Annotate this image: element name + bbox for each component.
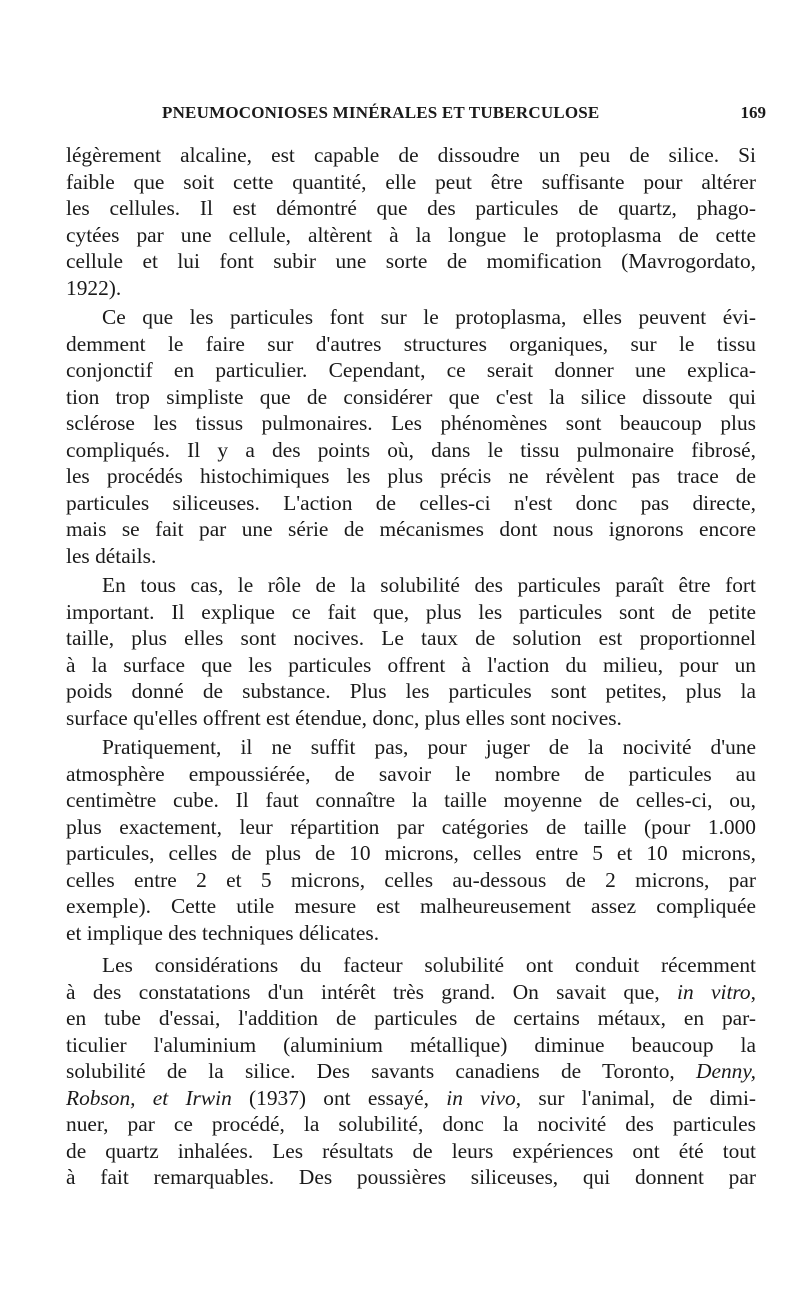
text-line: centimètre cube. Il faut connaître la taille moyenne de celles-ci, ou, [66,788,756,812]
text-line: mais se fait par une série de mécanismes dont nous ignorons encore [66,517,756,541]
text-segment: à des constatations d'un intérêt très grand. On savait que, [66,979,660,1004]
paragraph-4 [66,734,756,946]
text-line: poids donné de substance. Plus les particules sont petites, plus la [66,679,756,703]
text-line: à fait remarquables. Des poussières siliceuses, qui donnent par [66,1165,756,1189]
text-line: plus exactement, leur répartition par catégories de taille (pour 1.000 [66,814,756,839]
text-segment: (1937) ont essayé, [249,1085,430,1110]
italic-term: in vitro [677,979,751,1004]
paragraph-3 [66,572,756,731]
text-line: surface qu'elles offrent est étendue, donc, plus elles sont nocives. [66,705,622,730]
text-line: tion trop simpliste que de considérer que c'est la silice dissoute qui [66,384,756,409]
italic-term: in vivo [446,1085,516,1110]
text-line: à des constatations d'un intérêt très grand. On savait que, in vitro, [66,979,756,1004]
text-line: conjonctif en particulier. Cependant, ce serait donner une explica- [66,358,756,382]
page-number: 169 [740,103,766,122]
text-segment: , sur l'animal, de dimi- [515,1085,757,1110]
page-header [66,103,766,131]
text-line: nuer, par ce procédé, la solubilité, donc la nocivité des particules [66,1112,756,1136]
text-line: ticulier l'aluminium (aluminium métallique) diminue beaucoup la [66,1032,756,1057]
text-line: et implique des techniques délicates. [66,920,380,945]
text-line: les procédés histochimiques les plus précis ne révèlent pas trace de [66,464,756,488]
text-line: à la surface que les particules offrent à l'action du milieu, pour un [66,652,756,677]
text-line: faible que soit cette quantité, elle peut être suffisante pour altérer [66,169,756,194]
text-line: exemple). Cette utile mesure est malheureusement assez compliquée [66,894,756,918]
text-line: sclérose les tissus pulmonaires. Les phénomènes sont beaucoup plus [66,411,756,435]
text-line [66,1085,756,1112]
text-line: particules, celles de plus de 10 microns, celles entre 5 et 10 microns, [66,841,756,865]
body-text [66,142,756,1191]
text-line: En tous cas, le rôle de la solubilité des particules paraît être fort [102,573,756,597]
text-segment: et [152,1085,169,1110]
text-segment: solubilité de la silice. Des savants canadiens de Toronto, [66,1059,675,1083]
text-line: 1922). [66,275,122,300]
text-line: celles entre 2 et 5 microns, celles au-dessous de 2 microns, par [66,867,756,892]
text-line: cellule et lui font subir une sorte de momification (Mavrogordato, [66,249,756,273]
text-line: Les considérations du facteur solubilité ont conduit récemment [102,953,756,977]
text-line: les cellules. Il est démontré que des particules de quartz, phago- [66,196,756,220]
text-line: atmosphère empoussiérée, de savoir le nombre de particules au [66,761,756,786]
text-line: compliqués. Il y a des points où, dans le tissu pulmonaire fibrosé, [66,437,756,462]
text-line: Pratiquement, il ne suffit pas, pour juger de la nocivité d'une [102,735,756,759]
text-line: important. Il explique ce fait que, plus les particules sont de petite [66,599,756,624]
text-line [66,1058,756,1085]
text-line: les détails. [66,543,157,568]
author-name: Robson, [66,1085,136,1110]
paragraph-5 [66,952,756,1191]
text-line: demment le faire sur d'autres structures organiques, sur le tissu [66,331,756,356]
text-line: en tube d'essai, l'addition de particules de certains métaux, en par- [66,1006,756,1030]
running-title: PNEUMOCONIOSES MINÉRALES ET TUBERCULOSE [162,103,600,122]
author-name: Irwin [185,1085,232,1110]
text-line: taille, plus elles sont nocives. Le taux de solution est proportionnel [66,626,756,650]
text-line: légèrement alcaline, est capable de dissoudre un peu de silice. Si [66,143,756,167]
text-line: cytées par une cellule, altèrent à la longue le protoplasma de cette [66,222,756,247]
text-line: de quartz inhalées. Les résultats de leurs expériences ont été tout [66,1138,756,1163]
text-line: Ce que les particules font sur le protoplasma, elles peuvent évi- [102,305,756,329]
paragraph-1 [66,142,756,301]
paragraph-2 [66,304,756,569]
author-name: Denny, [696,1059,757,1083]
text-line: particules siliceuses. L'action de celles-ci n'est donc pas directe, [66,490,756,515]
